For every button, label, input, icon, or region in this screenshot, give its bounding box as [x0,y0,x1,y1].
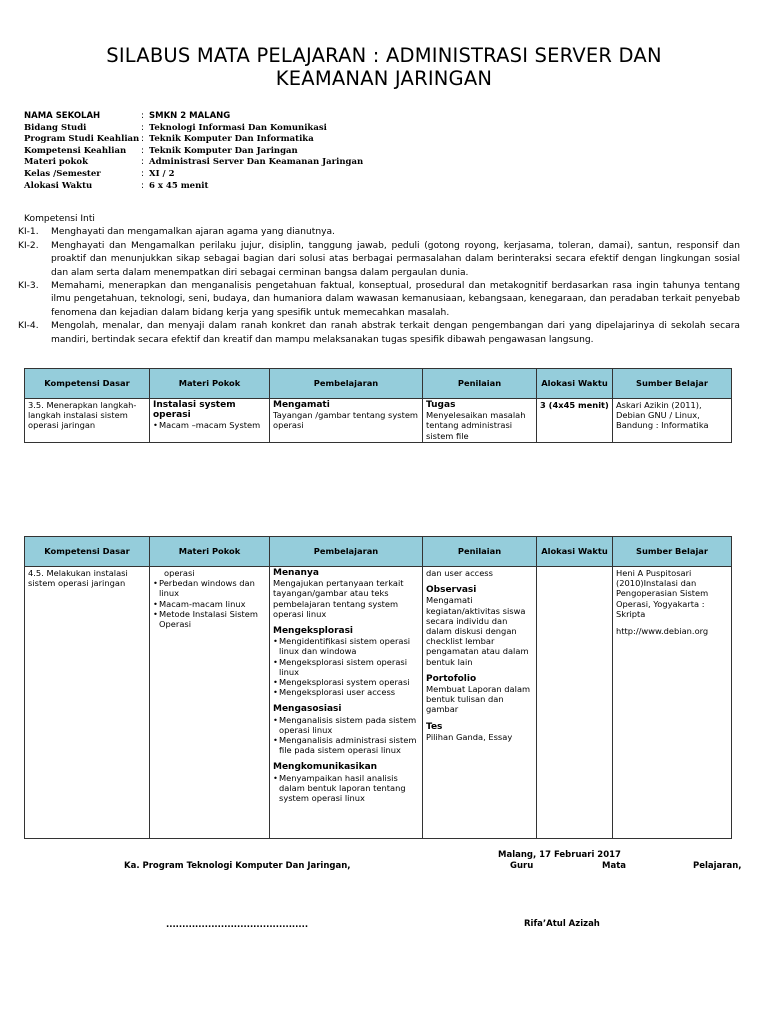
bullet-icon: • [273,735,278,746]
identity-value: 6 x 45 menit [149,180,209,191]
observasi-title: Observasi [426,585,477,596]
sumber-text: Heni A Puspitosari (2010)Instalasi dan Pengoperasian Sistem Operasi, Yogyakarta : Skripta [616,568,709,619]
identity-value: SMKN 2 MALANG [149,111,231,121]
materi-item-text: Metode Instalasi Sistem Operasi [159,608,258,630]
ki-number: KI-1. [18,227,39,238]
asosiasi-item [273,735,419,755]
identity-row [24,181,363,193]
bullet-icon: • [153,608,158,619]
bullet-icon: • [273,772,278,783]
penilaian-cell [423,399,537,443]
asosiasi-item-text: Menganalisis administrasi sistem file pada sistem operasi linux [279,735,417,756]
header-kompetensi-dasar: Kompetensi Dasar [25,369,150,399]
kd-text: 3.5. Menerapkan langkah-langkah instalasi sistem operasi jaringan [28,400,137,431]
materi-cell [150,399,270,443]
identity-label: Alokasi Waktu [24,180,93,191]
ki-number: KI-2. [18,240,39,251]
ki-item [18,226,740,239]
eksplorasi-title: Mengeksplorasi [273,626,354,637]
spacer [426,578,533,585]
materi-item [153,609,266,629]
materi-item [153,578,266,598]
materi-title: Instalasi system operasi [153,400,236,421]
ki-number: KI-3. [18,281,39,292]
identity-value: XI / 2 [149,168,175,179]
ki-text: Mengolah, menalar, dan menyaji dalam ranah konkret dan ranah abstrak terkait dengan pengembangan dari yang dipelajarinya di sekolah secara mandiri, bertindak secara efektif dan kreatif dan mampu melaksanakan tugas spesifik dibawah pengawasan langsung. [51,321,740,345]
kd-cell [25,399,150,443]
table-row [25,399,732,443]
komunikasi-item-text: Menyampaikan hasil analisis dalam bentuk laporan tentang system operasi linux [279,772,406,804]
penilaian-continuation: dan user access [426,568,493,578]
menanya-title: Menanya [273,568,319,578]
ki-text: Memahami, menerapkan dan menganalisis pengetahuan faktual, konseptual, prosedural dan metakognitif berdasarkan rasa ingin tahunya tentang ilmu pengetahuan, teknologi, seni, budaya, dan humaniora dalam wawasan kemanusiaan, kebangsaan, kenegaraan, dan peradaban terkait penyebab fenomena dan kejadian dalam bidang kerja yang spesifik untuk memecahkan masalah. [51,281,740,318]
identity-label: Program Studi Keahlian [24,134,140,145]
bullet-icon: • [153,420,158,431]
spacer [616,619,728,626]
guru-label: Guru [510,861,534,871]
komunikasi-title: Mengkomunikasikan [273,762,378,773]
sumber-link: http://www.debian.org [616,626,709,637]
bullet-icon: • [153,598,158,609]
kompetensi-inti [18,213,740,347]
observasi-text: Mengamati kegiatan/aktivitas siswa secara individu dan dalam diskusi dengan checklist lembar pengamatan atau dalam bentuk lain [426,595,529,667]
bullet-icon: • [273,677,278,688]
kd-cell [25,567,150,839]
penilaian-text: Menyelesaikan masalah tentang administrasi sistem file [426,410,526,441]
identity-sep: : [141,122,145,133]
asosiasi-title: Mengasosiasi [273,704,342,715]
identity-label: Materi pokok [24,157,88,168]
identity-row [24,123,363,135]
identity-label: Kelas /Semester [24,168,101,179]
bullet-icon: • [273,687,278,698]
bullet-icon: • [273,656,278,667]
identity-row [24,111,363,123]
identity-sep: : [141,157,145,168]
table-header-row [25,537,732,567]
identity-sep: : [141,111,145,121]
alokasi-cell [537,567,613,839]
place-date: Malang, 17 Februari 2017 [498,850,621,860]
kd-text: 4.5. Melakukan instalasi sistem operasi jaringan [28,568,128,589]
materi-item-text: Macam-macam linux [159,598,246,609]
tes-text: Pilihan Ganda, Essay [426,731,513,742]
penilaian-cell [423,567,537,839]
eksplorasi-item-text: Mengeksplorasi sistem operasi linux [279,656,408,677]
eksplorasi-item [273,687,419,697]
header-materi-pokok: Materi Pokok [150,537,270,567]
teacher-name: Rifa’Atul Azizah [524,919,600,929]
eksplorasi-item-text: Mengeksplorasi system operasi [279,677,410,688]
identity-value: Teknik Komputer Dan Jaringan [149,145,298,156]
identity-row [24,169,363,181]
kd-entry [28,400,146,431]
spacer [426,715,533,722]
ki-item [18,320,740,347]
pembelajaran-cell [270,399,423,443]
spacer [273,697,419,704]
ki-number: KI-4. [18,321,39,332]
asosiasi-item-text: Menganalisis sistem pada sistem operasi linux [279,714,417,735]
pelajaran-label: Pelajaran, [693,861,742,871]
bullet-icon: • [273,714,278,725]
materi-item-text: Macam –macam System [159,420,261,431]
spacer [273,619,419,626]
header-alokasi-waktu: Alokasi Waktu [537,537,613,567]
table-row [25,567,732,839]
title-line-2: KEAMANAN JARINGAN [275,67,493,90]
identity-value: Administrasi Server Dan Keamanan Jaringan [149,157,364,168]
ki-heading: Kompetensi Inti [24,214,95,224]
program-head-title: Ka. Program Teknologi Komputer Dan Jaringan, [124,861,351,871]
ki-item [18,280,740,320]
table-header-row [25,369,732,399]
title-line-1: SILABUS MATA PELAJARAN : ADMINISTRASI SERVER DAN [106,44,662,67]
portofolio-title: Portofolio [426,673,477,684]
identity-row [24,157,363,169]
materi-item [153,599,266,609]
identity-label: NAMA SEKOLAH [24,111,101,121]
ki-text: Menghayati dan mengamalkan ajaran agama yang dianutnya. [51,227,335,238]
mata-label: Mata [602,861,626,871]
materi-item-text: Perbedan windows dan linux [159,578,255,599]
header-kompetensi-dasar: Kompetensi Dasar [25,537,150,567]
ki-item [18,240,740,280]
alokasi-cell [537,399,613,443]
penilaian-title: Tugas [426,400,456,410]
tes-title: Tes [426,721,443,732]
identity-row [24,134,363,146]
header-sumber-belajar: Sumber Belajar [613,537,732,567]
asosiasi-item [273,715,419,735]
materi-continuation: operasi [164,568,195,578]
bullet-icon: • [153,578,158,589]
sumber-text: Askari Azikin (2011), Debian GNU / Linux, Bandung : Informatika [616,400,709,431]
bullet-icon: • [273,636,278,647]
sumber-cell [613,399,732,443]
identity-sep: : [141,168,145,179]
identity-sep: : [141,180,145,191]
ki-text: Menghayati dan Mengamalkan perilaku jujur, disiplin, tanggung jawab, peduli (gotong royong, kerjasama, toleran, damai), santun, responsif dan proaktif dan menunjukkan sikap sebagai bagian dari solusi atas berbagai permasalahan dalam berinteraksi secara efektif dengan lingkungan sosial dan alam serta dalam menempatkan diri sebagai cerminan bangsa dalam pergaulan dunia. [51,240,740,278]
header-pembelajaran: Pembelajaran [270,369,423,399]
identity-label: Kompetensi Keahlian [24,145,127,156]
header-materi-pokok: Materi Pokok [150,369,270,399]
eksplorasi-item [273,677,419,687]
eksplorasi-item-text: Mengidentifikasi sistem operasi linux dan windowa [279,636,411,657]
pembelajaran-title: Mengamati [273,400,330,410]
header-penilaian: Penilaian [423,369,537,399]
materi-item [153,420,266,430]
school-identity [24,111,363,192]
menanya-text: Mengajukan pertanyaan terkait tayangan/gambar atau teks pembelajaran tentang system operasi linux [273,578,404,619]
sumber-cell [613,567,732,839]
eksplorasi-item [273,657,419,677]
spacer [426,667,533,674]
pembelajaran-cell [270,567,423,839]
identity-sep: : [141,134,145,145]
portofolio-text: Membuat Laporan dalam bentuk tulisan dan gambar [426,684,531,715]
header-alokasi-waktu: Alokasi Waktu [537,369,613,399]
header-sumber-belajar: Sumber Belajar [613,369,732,399]
identity-label: Bidang Studi [24,122,87,133]
eksplorasi-item [273,636,419,656]
eksplorasi-item-text: Mengeksplorasi user access [279,687,396,698]
signature-line: ............................................ [166,920,309,930]
pembelajaran-text: Tayangan /gambar tentang system operasi [273,410,419,431]
identity-sep: : [141,145,145,156]
identity-value: Teknologi Informasi Dan Komunikasi [149,122,327,133]
page-title [40,44,728,90]
header-pembelajaran: Pembelajaran [270,537,423,567]
identity-row [24,146,363,158]
identity-value: Teknik Komputer Dan Informatika [149,134,314,145]
syllabus-table-2 [24,536,732,839]
syllabus-table-1 [24,368,732,443]
header-penilaian: Penilaian [423,537,537,567]
spacer [273,755,419,762]
materi-cell [150,567,270,839]
alokasi-text: 3 (4x45 menit) [540,400,609,410]
komunikasi-item [273,773,419,804]
